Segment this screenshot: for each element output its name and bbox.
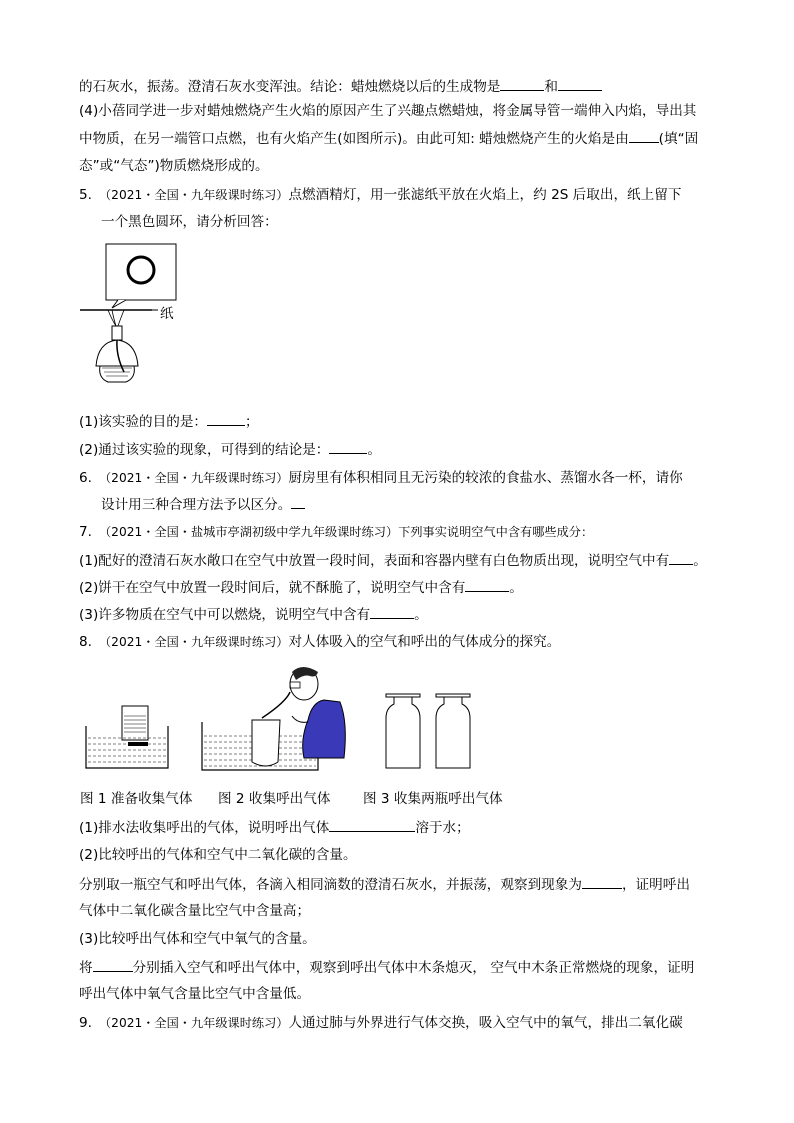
q5-sub1: (1)该实验的目的是： ； xyxy=(79,411,259,432)
glass-plate xyxy=(128,742,148,746)
q6-stem-line1: 6. （2021・全国・九年级课时练习）厨房里有体积相同且无污染的较浓的食盐水、蒸馏水各一杯，请你 xyxy=(79,470,683,486)
callout-pointer xyxy=(112,300,126,308)
question-number: 5. xyxy=(79,187,92,203)
question-number: 6. xyxy=(79,470,92,486)
answer-blank[interactable] xyxy=(582,874,622,889)
q8-sub2-para1: 分别取一瓶空气和呼出气体，各滴入相同滴数的澄清石灰水，并振荡，观察到现象为 ，证明呼出 xyxy=(79,874,690,895)
gas-bottle xyxy=(122,706,148,740)
question-number: 9. xyxy=(79,1015,92,1031)
q8-sub2: (2)比较呼出的气体和空气中二氧化碳的含量。 xyxy=(79,847,357,863)
person-shirt xyxy=(303,700,346,758)
caption-figure-1: 图 1 准备收集气体 xyxy=(80,791,193,807)
q5-stem-line2: 一个黑色圆环，请分析回答： xyxy=(101,214,278,230)
gas-bottle-left xyxy=(386,697,420,768)
figure-2-person-breathing xyxy=(200,662,350,772)
person-arm xyxy=(292,716,308,722)
q4-sub4-line3: 态”或“气态”)物质燃烧形成的。 xyxy=(79,158,269,174)
magnified-view-box xyxy=(106,244,176,300)
q8-stem: 8. （2021・全国・九年级课时练习）对人体吸入的空气和呼出的气体成分的探究。 xyxy=(79,634,561,650)
answer-blank[interactable] xyxy=(329,817,415,832)
figure-1-trough xyxy=(84,704,170,770)
q4-sub4-line1: (4)小蓓同学进一步对蜡烛燃烧产生火焰的原因产生了兴趣点燃蜡烛，将金属导管一端伸入内焰，导出其 xyxy=(79,103,697,119)
q6-stem-line2: 设计用三种合理方法予以区分。 xyxy=(101,494,305,515)
answer-blank[interactable] xyxy=(329,439,367,454)
answer-blank[interactable] xyxy=(669,550,693,565)
q9-stem: 9. （2021・全国・九年级课时练习）人通过肺与外界进行气体交换，吸入空气中的氧气，排出二氧化碳 xyxy=(79,1015,683,1031)
flame xyxy=(108,310,124,326)
q8-sub3-para1: 将 分别插入空气和呼出气体中，观察到呼出气体中木条熄灭， 空气中木条正常燃烧的现象，证明 xyxy=(79,957,694,978)
question-number: 7. xyxy=(79,524,92,540)
caption-figure-2: 图 2 收集呼出气体 xyxy=(218,791,331,807)
q7-sub1: (1)配好的澄清石灰水敞口在空气中放置一段时间，表面和容器内壁有白色物质出现，说明空气中有 。 xyxy=(79,550,707,571)
trough-water xyxy=(88,738,166,762)
question-source: （2021・全国・九年级课时练习） xyxy=(99,188,289,202)
q7-stem: 7. （2021・全国・盐城市亭湖初级中学九年级课时练习）下列事实说明空气中含有哪些成分： xyxy=(79,524,594,540)
breathing-tube xyxy=(262,692,290,718)
q8-sub3-para2: 呼出气体中氧气含量比空气中含量低。 xyxy=(79,986,311,1002)
answer-blank[interactable] xyxy=(207,411,245,426)
q4-sub4-line2: 中物质，在另一端管口点燃，也有火焰产生(如图所示)。由此可知: 蜡烛燃烧产生的火焰是由 (填“固 xyxy=(79,128,698,149)
q5-sub2: (2)通过该实验的现象，可得到的结论是： 。 xyxy=(79,439,381,460)
answer-blank[interactable] xyxy=(629,128,659,143)
answer-blank[interactable] xyxy=(558,76,602,91)
gas-bottle-right xyxy=(436,697,470,768)
answer-blank[interactable] xyxy=(465,577,509,592)
q8-sub2-para2: 气体中二氧化碳含量比空气中含量高； xyxy=(79,903,311,919)
q8-sub3: (3)比较呼出气体和空气中氧气的含量。 xyxy=(79,931,316,947)
lamp-base xyxy=(100,366,135,382)
inverted-bottle xyxy=(252,720,280,766)
q5-stem-line1: 5. （2021・全国・九年级课时练习）点燃酒精灯，用一张滤纸平放在火焰上，约 2S 后取出，纸上留下 xyxy=(79,187,682,203)
question-source: （2021・全国・盐城市亭湖初级中学九年级课时练习） xyxy=(99,525,399,539)
paper-label: 纸 xyxy=(160,306,174,322)
question-source: （2021・全国・九年级课时练习） xyxy=(99,1016,289,1030)
caption-figure-3: 图 3 收集两瓶呼出气体 xyxy=(363,791,503,807)
answer-blank[interactable] xyxy=(370,604,414,619)
answer-blank[interactable] xyxy=(500,76,544,91)
q8-sub1: (1)排水法收集呼出的气体，说明呼出气体 溶于水； xyxy=(79,817,470,838)
q7-sub2: (2)饼干在空气中放置一段时间后，就不酥脆了，说明空气中含有 。 xyxy=(79,577,523,598)
question-source: （2021・全国・九年级课时练习） xyxy=(99,471,289,485)
lamp-wick-holder xyxy=(112,326,122,340)
question-number: 8. xyxy=(79,634,92,650)
q7-sub3: (3)许多物质在空气中可以燃烧，说明空气中含有 。 xyxy=(79,604,428,625)
answer-blank[interactable] xyxy=(93,957,133,972)
question-source: （2021・全国・九年级课时练习） xyxy=(99,635,289,649)
figure-3-two-bottles xyxy=(384,692,476,772)
q4-line1: 的石灰水，振荡。澄清石灰水变浑浊。结论：蜡烛燃烧以后的生成物是 和 xyxy=(79,76,602,97)
answer-blank[interactable] xyxy=(291,494,305,509)
